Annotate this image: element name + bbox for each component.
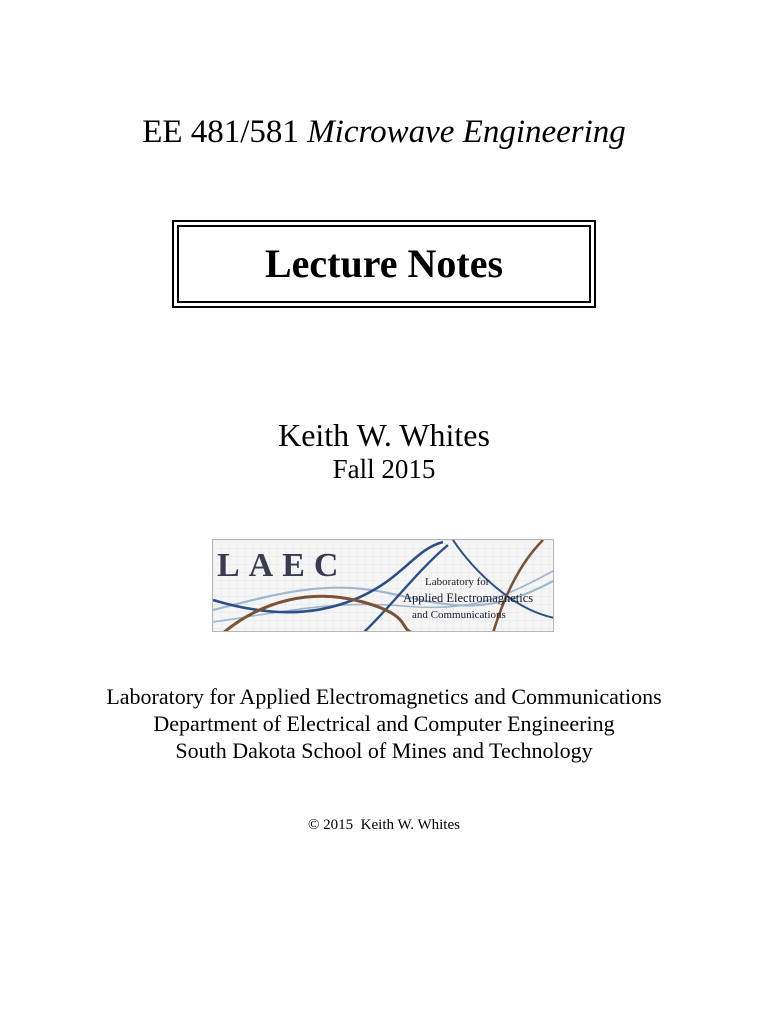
- logo-acronym: LAEC: [217, 547, 348, 584]
- course-title: [0, 112, 768, 152]
- title-box: [172, 220, 596, 308]
- affiliation-lab: Laboratory for Applied Electromagnetics and Communications: [106, 684, 662, 709]
- logo-line2: Applied Electromagnetics: [403, 591, 534, 605]
- affiliation-block: [0, 683, 768, 764]
- course-name: Microwave Engineering: [307, 114, 626, 150]
- document-title: Lecture Notes: [264, 241, 504, 286]
- course-code: EE 481/581: [142, 114, 299, 150]
- logo-line3: and Communications: [412, 609, 506, 621]
- term: Fall 2015: [332, 454, 436, 484]
- laec-logo-graphic: [213, 540, 554, 632]
- title-box-inner-border: [177, 225, 591, 303]
- author-name: Keith W. Whites: [278, 417, 490, 453]
- copyright-notice: © 2015 Keith W. Whites: [308, 817, 460, 833]
- affiliation-department: Department of Electrical and Computer Engineering: [153, 711, 615, 736]
- affiliation-school: South Dakota School of Mines and Technology: [175, 738, 593, 763]
- logo-line1: Laboratory for: [425, 576, 490, 588]
- laec-logo: [212, 539, 554, 632]
